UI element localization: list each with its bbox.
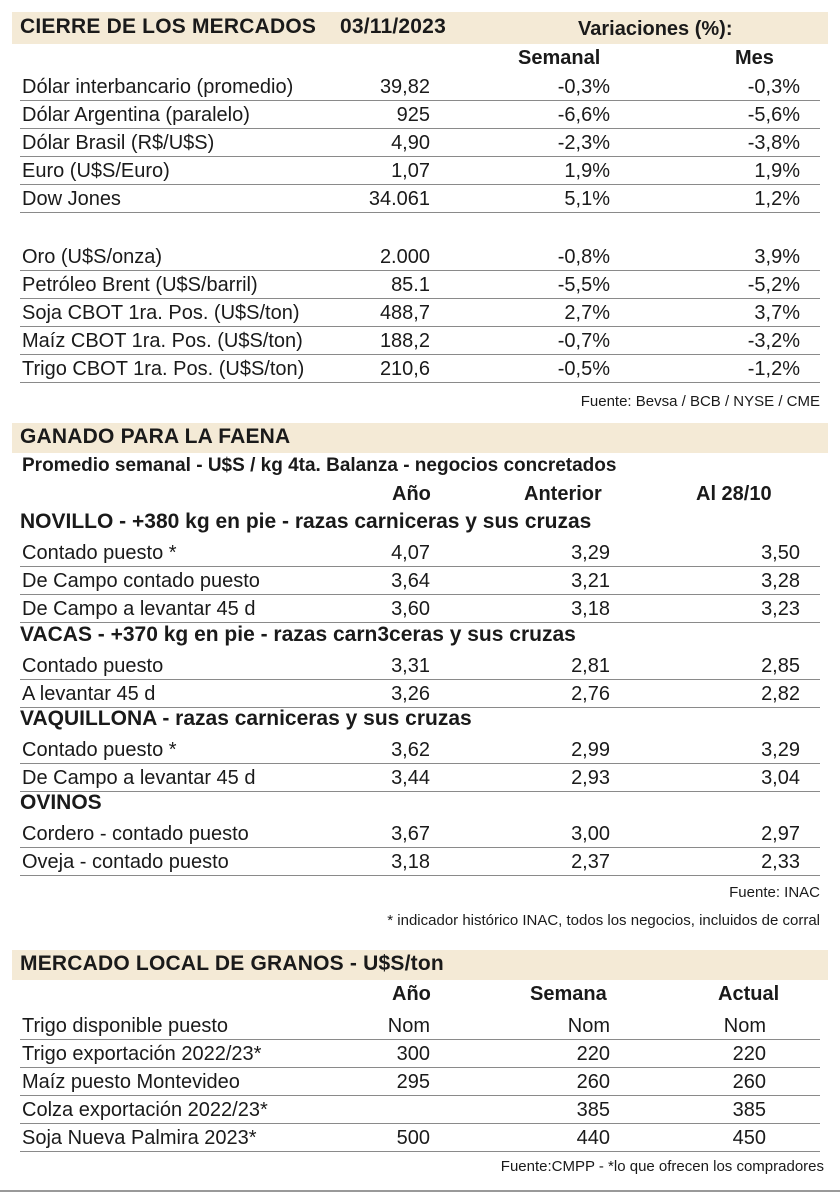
row-year: Nom	[387, 1015, 430, 1037]
row-year: 500	[396, 1127, 430, 1149]
row-label: Maíz puesto Montevideo	[22, 1071, 240, 1093]
row-current: 385	[732, 1099, 766, 1121]
row-month: 3,9%	[754, 246, 800, 268]
bottom-rule	[0, 1190, 840, 1192]
grain-row	[20, 1012, 820, 1040]
cattle-row	[20, 848, 820, 876]
grain-row	[20, 1068, 820, 1096]
row-year: 3,44	[391, 767, 430, 789]
row-current: 2,85	[761, 655, 800, 677]
cattle-group-heading	[20, 623, 576, 647]
market-row	[20, 73, 820, 101]
row-current: 3,29	[761, 739, 800, 761]
row-label: Soja Nueva Palmira 2023*	[22, 1127, 257, 1149]
grain-row	[20, 1124, 820, 1152]
row-prev: 2,76	[571, 683, 610, 705]
cattle-group-detail: - +380 kg en pie - razas carniceras y sus cruzas	[113, 510, 592, 533]
cattle-row	[20, 764, 820, 792]
row-label: De Campo a levantar 45 d	[22, 598, 256, 620]
row-label: Dólar Argentina (paralelo)	[22, 104, 250, 126]
row-prev: 3,21	[571, 570, 610, 592]
col-weekly-header: Semanal	[518, 47, 601, 69]
row-label: Petróleo Brent (U$S/barril)	[22, 274, 258, 296]
grains-title: MERCADO LOCAL DE GRANOS - U$S/ton	[20, 952, 444, 975]
row-value: 4,90	[391, 132, 430, 154]
row-year: 4,07	[391, 542, 430, 564]
row-weekly: -2,3%	[557, 132, 610, 154]
row-value: 39,82	[379, 76, 430, 98]
row-value: 925	[396, 104, 430, 126]
row-weekly: 1,9%	[564, 160, 610, 182]
row-label: Trigo exportación 2022/23*	[22, 1043, 262, 1065]
row-value: 1,07	[391, 160, 430, 182]
row-prev: 2,37	[571, 851, 610, 873]
market-row	[20, 129, 820, 157]
row-label: Contado puesto *	[22, 739, 177, 761]
cattle-row	[20, 595, 820, 623]
row-label: Dólar Brasil (R$/U$S)	[22, 132, 215, 154]
cattle-group-detail: - +370 kg en pie - razas carn3ceras y sus cruzas	[91, 623, 576, 646]
cattle-row	[20, 539, 820, 567]
market-row	[20, 185, 820, 213]
row-label: Maíz CBOT 1ra. Pos. (U$S/ton)	[22, 330, 303, 352]
cattle-source: Fuente: INAC	[729, 884, 820, 901]
row-current: Nom	[723, 1015, 766, 1037]
cattle-group-heading	[20, 707, 472, 731]
grain-row	[20, 1096, 820, 1124]
row-month: -5,2%	[747, 274, 800, 296]
row-year: 3,67	[391, 823, 430, 845]
market-row	[20, 327, 820, 355]
market-row	[20, 355, 820, 383]
row-year: 3,26	[391, 683, 430, 705]
row-value: 488,7	[379, 302, 430, 324]
cattle-row	[20, 736, 820, 764]
row-prev: 2,99	[571, 739, 610, 761]
row-year: 3,62	[391, 739, 430, 761]
cattle-row	[20, 680, 820, 708]
row-label: Oro (U$S/onza)	[22, 246, 163, 268]
row-month: 1,2%	[754, 188, 800, 210]
row-current: 3,28	[761, 570, 800, 592]
row-label: Euro (U$S/Euro)	[22, 160, 170, 182]
cattle-title: GANADO PARA LA FAENA	[20, 425, 291, 448]
row-current: 220	[732, 1043, 766, 1065]
row-label: Soja CBOT 1ra. Pos. (U$S/ton)	[22, 302, 300, 324]
row-current: 2,33	[761, 851, 800, 873]
row-value: 34.061	[368, 188, 430, 210]
cattle-group-detail: - razas carniceras y sus cruzas	[156, 707, 472, 730]
cattle-col-prev: Anterior	[524, 483, 602, 505]
variations-label: Variaciones (%):	[578, 18, 733, 40]
row-prev: 3,00	[571, 823, 610, 845]
col-month-header: Mes	[735, 47, 774, 69]
row-year: 3,64	[391, 570, 430, 592]
cattle-group-name: NOVILLO	[20, 510, 114, 533]
row-label: Dólar interbancario (promedio)	[22, 76, 294, 98]
cattle-subtitle: Promedio semanal - U$S / kg 4ta. Balanza - negocios concretados	[22, 455, 617, 476]
row-week: Nom	[567, 1015, 610, 1037]
market-row	[20, 157, 820, 185]
row-weekly: -5,5%	[557, 274, 610, 296]
cattle-group-name: OVINOS	[20, 791, 102, 814]
grain-row	[20, 1040, 820, 1068]
markets-date: 03/11/2023	[340, 15, 446, 38]
row-weekly: -6,6%	[557, 104, 610, 126]
row-label: Trigo CBOT 1ra. Pos. (U$S/ton)	[22, 358, 305, 380]
row-year: 300	[396, 1043, 430, 1065]
row-prev: 2,81	[571, 655, 610, 677]
cattle-footnote: * indicador histórico INAC, todos los negocios, incluidos de corral	[387, 912, 820, 929]
row-current: 2,97	[761, 823, 800, 845]
row-label: De Campo contado puesto	[22, 570, 260, 592]
row-label: Oveja - contado puesto	[22, 851, 229, 873]
grains-col-week: Semana	[530, 983, 607, 1005]
row-label: A levantar 45 d	[22, 683, 156, 705]
row-week: 440	[576, 1127, 610, 1149]
cattle-group-name: VAQUILLONA	[20, 707, 157, 730]
row-current: 3,50	[761, 542, 800, 564]
grains-col-current: Actual	[718, 983, 780, 1005]
row-year: 3,31	[391, 655, 430, 677]
row-month: -0,3%	[747, 76, 800, 98]
row-weekly: -0,8%	[557, 246, 610, 268]
row-label: Cordero - contado puesto	[22, 823, 249, 845]
row-year: 3,60	[391, 598, 430, 620]
row-weekly: -0,3%	[557, 76, 610, 98]
row-label: Trigo disponible puesto	[22, 1015, 229, 1037]
cattle-col-date: Al 28/10	[696, 483, 772, 505]
row-current: 3,04	[761, 767, 800, 789]
row-week: 385	[576, 1099, 610, 1121]
market-row	[20, 299, 820, 327]
markets-source: Fuente: Bevsa / BCB / NYSE / CME	[580, 393, 820, 410]
row-label: Contado puesto	[22, 655, 164, 677]
row-value: 210,6	[379, 358, 430, 380]
row-label: De Campo a levantar 45 d	[22, 767, 256, 789]
grains-col-year: Año	[392, 983, 431, 1005]
cattle-group-heading	[20, 791, 102, 815]
cattle-row	[20, 652, 820, 680]
row-weekly: -0,5%	[557, 358, 610, 380]
grains-source: Fuente:CMPP - *lo que ofrecen los compradores	[500, 1158, 824, 1175]
row-week: 260	[576, 1071, 610, 1093]
row-year: 295	[396, 1071, 430, 1093]
row-prev: 3,18	[571, 598, 610, 620]
row-month: -3,2%	[747, 330, 800, 352]
row-value: 188,2	[379, 330, 430, 352]
cattle-group-heading	[20, 510, 591, 534]
row-value: 2.000	[379, 246, 430, 268]
row-weekly: -0,7%	[557, 330, 610, 352]
row-prev: 3,29	[571, 542, 610, 564]
market-row	[20, 271, 820, 299]
market-row	[20, 101, 820, 129]
row-current: 450	[732, 1127, 766, 1149]
row-month: -3,8%	[747, 132, 800, 154]
market-row	[20, 243, 820, 271]
row-label: Colza exportación 2022/23*	[22, 1099, 268, 1121]
cattle-group-name: VACAS	[20, 623, 92, 646]
row-current: 2,82	[761, 683, 800, 705]
row-month: 3,7%	[754, 302, 800, 324]
row-label: Dow Jones	[22, 188, 121, 210]
cattle-row	[20, 567, 820, 595]
markets-title: CIERRE DE LOS MERCADOS	[20, 15, 317, 38]
row-month: 1,9%	[754, 160, 800, 182]
row-label: Contado puesto *	[22, 542, 177, 564]
row-current: 3,23	[761, 598, 800, 620]
row-weekly: 2,7%	[564, 302, 610, 324]
row-month: -1,2%	[747, 358, 800, 380]
cattle-row	[20, 820, 820, 848]
row-weekly: 5,1%	[564, 188, 610, 210]
row-current: 260	[732, 1071, 766, 1093]
row-year: 3,18	[391, 851, 430, 873]
row-prev: 2,93	[571, 767, 610, 789]
cattle-col-year: Año	[392, 483, 431, 505]
row-month: -5,6%	[747, 104, 800, 126]
row-week: 220	[576, 1043, 610, 1065]
row-value: 85.1	[391, 274, 430, 296]
